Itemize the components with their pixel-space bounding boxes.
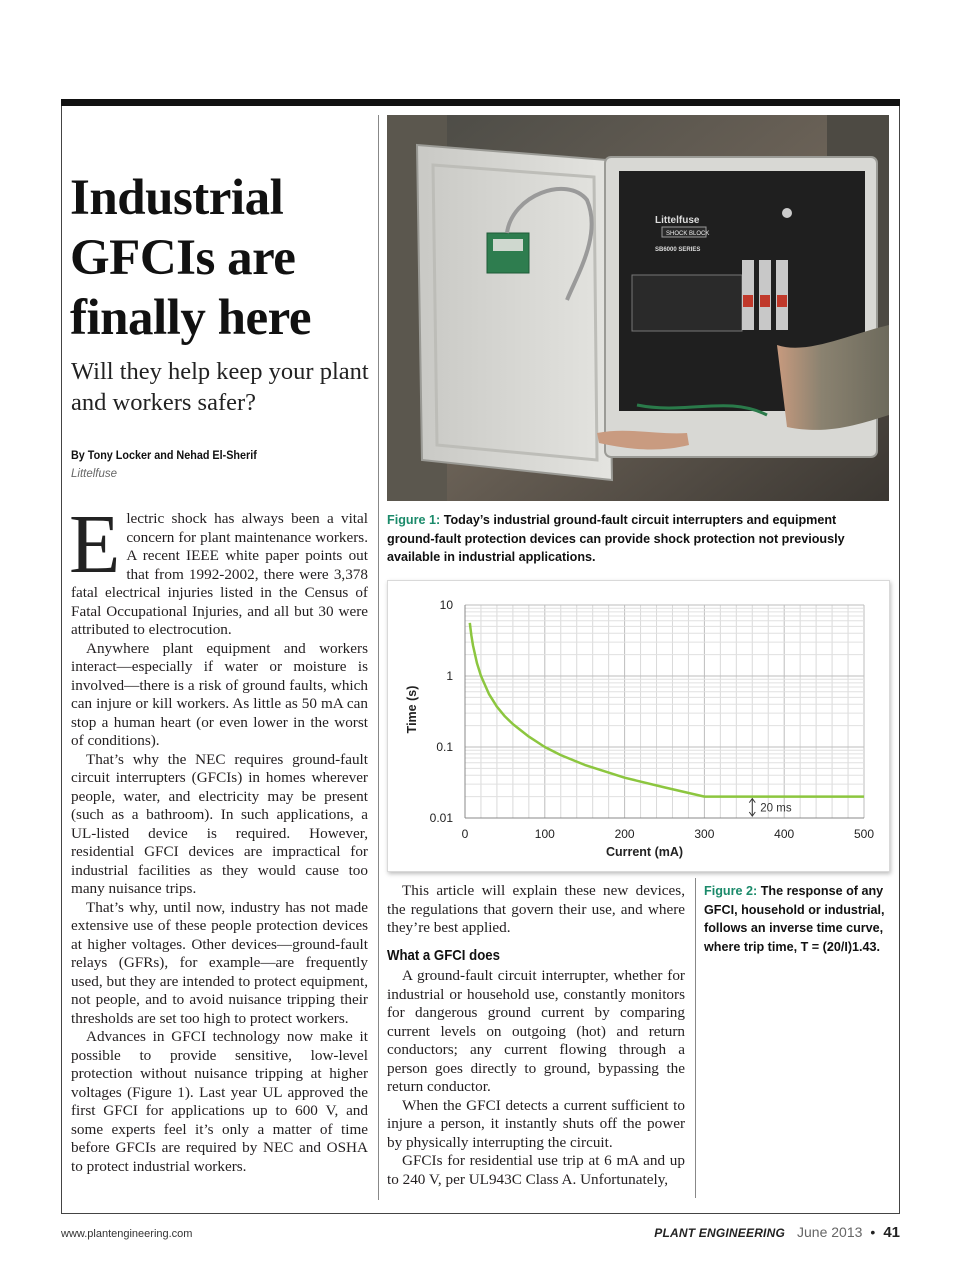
body-paragraph: A ground-fault circuit interrupter, whether for industrial or household use, constantly monitors for dangerous ground current by comparing current levels on outgoing (hot) and return conductors; any current flowing through a person goes directly to ground, bypassing the return conductor. (387, 967, 685, 1095)
footer-folio (654, 1224, 900, 1241)
x-tick-label: 300 (694, 827, 715, 841)
byline: By Tony Locker and Nehad El-Sherif (71, 448, 257, 462)
figure-1-label: Figure 1: (387, 513, 441, 527)
frame-bottom-border (61, 1213, 900, 1214)
figure-1-caption (387, 511, 887, 567)
headline: Industrial GFCIs are finally here (70, 170, 311, 346)
body-paragraph: Advances in GFCI technology now make it possible to provide sensitive, low-level protection without nuisance tripping at higher voltages (Figure 1). Last year UL approved the first GFCI for applications up to 600 V, and some experts feel it’s only a matter of time before GFCIs are required by NEC and OSHA to protect industrial workers. (71, 1028, 368, 1175)
panel-series-text: SB6000 SERIES (655, 247, 701, 253)
body-column-1 (69, 498, 368, 1176)
body-paragraph: Anywhere plant equipment and workers interact—especially if water or moisture is involved—there is a risk of ground faults, which can injure or kill workers. As little as 50 mA can stop a human heart (or even lower in the worst of conditions). (71, 639, 368, 749)
x-tick-label: 0 (461, 827, 469, 841)
panel-brand-text: Littelfuse (655, 215, 700, 226)
body-paragraph: GFCIs for residential use trip at 6 mA and up to 240 V, per UL943C Class A. Unfortunately, (387, 1152, 685, 1188)
figure-2-caption (704, 882, 894, 956)
frame-right-border (899, 106, 900, 1213)
footer-date: June 2013 (797, 1224, 863, 1240)
affiliation: Littelfuse (71, 468, 118, 480)
footer-url: www.plantengineering.com (61, 1228, 193, 1240)
panel-product-text: SHOCK BLOCK (666, 231, 710, 237)
caption-divider (695, 878, 696, 1198)
figure-2-caption-text: The response of any GFCI, household or industrial, follows an inverse time curve, where trip time, T = (20/I)1.43. (704, 884, 885, 954)
column-divider (378, 115, 379, 1200)
body-column-2 (387, 882, 685, 1189)
y-tick-label: 1 (446, 669, 453, 683)
x-tick-label: 500 (853, 827, 875, 841)
trip-curve-chart (388, 581, 889, 871)
figure-1-caption-text: Today’s industrial ground-fault circuit interrupters and equipment ground-fault protection devices can provide shock protection not previously available in industrial applications. (387, 513, 845, 564)
x-tick-label: 200 (614, 827, 635, 841)
x-tick-label: 400 (774, 827, 795, 841)
drop-cap: E (69, 498, 121, 591)
figure-2-chart (387, 580, 890, 872)
y-tick-label: 10 (439, 598, 453, 612)
footer-publication: PLANT ENGINEERING (654, 1226, 785, 1240)
body-paragraph: When the GFCI detects a current sufficient to injure a person, it instantly shuts off the power by physically interrupting the circuit. (387, 1096, 685, 1151)
annotation-label: 20 ms (760, 802, 792, 815)
figure-2-label: Figure 2: (704, 884, 758, 898)
figure-1-photo (387, 115, 889, 501)
deck: Will they help keep your plant and workers safer? (71, 358, 369, 416)
page-number: 41 (883, 1224, 900, 1241)
y-tick-label: 0.01 (429, 811, 453, 825)
gfci-enclosure-photo (387, 115, 889, 501)
y-axis-label: Time (s) (405, 685, 419, 734)
body-paragraph: Electric shock has always been a vital concern for plant maintenance workers. A recent IEEE white paper points out that from 1992-2002, there were 3,378 fatal electrical injuries listed in the Census of Fatal Occupational Injuries, and all but 30 were attributed to electrocution. (69, 498, 368, 638)
x-axis-label: Current (mA) (605, 845, 684, 859)
footer-separator: • (870, 1224, 876, 1240)
section-heading: What a GFCI does (387, 946, 500, 964)
x-tick-label: 100 (534, 827, 555, 841)
body-paragraph: That’s why the NEC requires ground-fault circuit interrupters (GFCIs) in homes wherever people, water, and electricity may be present (such as a bathroom). In such applications, a UL-listed device is required. However, residential GFCI devices are impractical for industrial facilities as they would cause too many nuisance trips. (71, 750, 368, 897)
body-paragraph: This article will explain these new devices, the regulations that govern their use, and where they’re best applied. (387, 882, 685, 936)
body-paragraph: That’s why, until now, industry has not made extensive use of these people protection devices at higher voltages. Other devices—ground-fault relays (GFRs), for example—are frequently used, but they are intended to protect equipment, not people, and to avoid nuisance tripping their thresholds are set too high to protect workers. (71, 898, 368, 1027)
frame-left-border (61, 106, 62, 1213)
top-rule (61, 99, 900, 106)
y-tick-label: 0.1 (436, 740, 453, 754)
